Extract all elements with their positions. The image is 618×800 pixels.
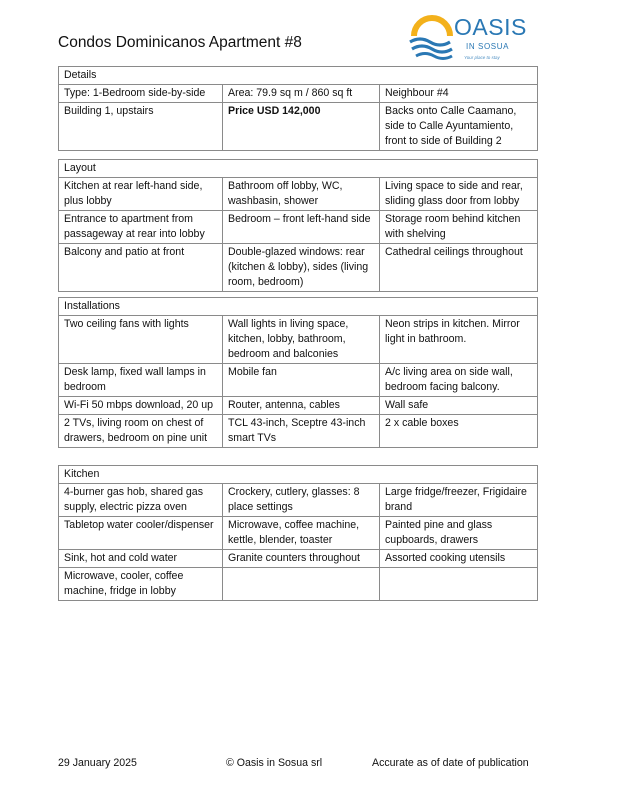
table-cell: Granite counters throughout bbox=[223, 550, 380, 568]
table-cell: Living space to side and rear, sliding glass door from lobby bbox=[380, 178, 538, 211]
price-cell: Price USD 142,000 bbox=[223, 103, 380, 151]
table-cell: Storage room behind kitchen with shelving bbox=[380, 211, 538, 244]
table-cell: Bathroom off lobby, WC, washbasin, shower bbox=[223, 178, 380, 211]
table-cell: Sink, hot and cold water bbox=[59, 550, 223, 568]
layout-header: Layout bbox=[59, 160, 538, 178]
table-row bbox=[59, 415, 538, 448]
table-cell: 4-burner gas hob, shared gas supply, electric pizza oven bbox=[59, 484, 223, 517]
table-row bbox=[59, 85, 538, 103]
table-row bbox=[59, 211, 538, 244]
table-cell: Painted pine and glass cupboards, drawers bbox=[380, 517, 538, 550]
table-cell: Balcony and patio at front bbox=[59, 244, 223, 292]
page-title: Condos Dominicanos Apartment #8 bbox=[58, 34, 302, 51]
footer-date: 29 January 2025 bbox=[58, 757, 137, 769]
table-cell: Backs onto Calle Caamano, side to Calle Ayuntamiento, front to side of Building 2 bbox=[380, 103, 538, 151]
table-cell: Area: 79.9 sq m / 860 sq ft bbox=[223, 85, 380, 103]
table-row bbox=[59, 316, 538, 364]
logo-tagline: Your place to stay bbox=[464, 55, 500, 60]
table-cell: Microwave, cooler, coffee machine, fridge in lobby bbox=[59, 568, 223, 601]
table-cell: Crockery, cutlery, glasses: 8 place settings bbox=[223, 484, 380, 517]
table-row bbox=[59, 397, 538, 415]
table-cell: Assorted cooking utensils bbox=[380, 550, 538, 568]
table-cell: Microwave, coffee machine, kettle, blender, toaster bbox=[223, 517, 380, 550]
table-cell: Entrance to apartment from passageway at rear into lobby bbox=[59, 211, 223, 244]
table-row bbox=[59, 103, 538, 151]
installations-table bbox=[58, 297, 538, 448]
table-cell: Cathedral ceilings throughout bbox=[380, 244, 538, 292]
footer-copyright: © Oasis in Sosua srl bbox=[226, 757, 323, 769]
table-cell: Tabletop water cooler/dispenser bbox=[59, 517, 223, 550]
table-cell: Wi-Fi 50 mbps download, 20 up bbox=[59, 397, 223, 415]
footer-note: Accurate as of date of publication bbox=[372, 757, 529, 769]
table-cell: Mobile fan bbox=[223, 364, 380, 397]
table-cell: A/c living area on side wall, bedroom facing balcony. bbox=[380, 364, 538, 397]
table-row bbox=[59, 484, 538, 517]
table-cell: 2 x cable boxes bbox=[380, 415, 538, 448]
table-cell: 2 TVs, living room on chest of drawers, bedroom on pine unit bbox=[59, 415, 223, 448]
table-cell: Desk lamp, fixed wall lamps in bedroom bbox=[59, 364, 223, 397]
table-row bbox=[59, 550, 538, 568]
table-cell: Neon strips in kitchen. Mirror light in bathroom. bbox=[380, 316, 538, 364]
table-cell: Double-glazed windows: rear (kitchen & lobby), sides (living room, bedroom) bbox=[223, 244, 380, 292]
table-cell bbox=[223, 568, 380, 601]
kitchen-header: Kitchen bbox=[59, 466, 538, 484]
table-cell: Type: 1-Bedroom side-by-side bbox=[59, 85, 223, 103]
table-cell: Two ceiling fans with lights bbox=[59, 316, 223, 364]
table-cell bbox=[380, 568, 538, 601]
table-cell: Wall lights in living space, kitchen, lobby, bathroom, bedroom and balconies bbox=[223, 316, 380, 364]
table-cell: Neighbour #4 bbox=[380, 85, 538, 103]
table-cell: Bedroom – front left-hand side bbox=[223, 211, 380, 244]
details-table bbox=[58, 66, 538, 151]
logo-wordmark: OASIS bbox=[454, 14, 527, 40]
table-row bbox=[59, 364, 538, 397]
logo-subtitle: IN SOSUA bbox=[466, 42, 510, 51]
table-row bbox=[59, 568, 538, 601]
layout-table bbox=[58, 159, 538, 292]
table-cell: Router, antenna, cables bbox=[223, 397, 380, 415]
details-header: Details bbox=[59, 67, 538, 85]
kitchen-table bbox=[58, 465, 538, 601]
table-cell: Building 1, upstairs bbox=[59, 103, 223, 151]
table-cell: Kitchen at rear left-hand side, plus lobby bbox=[59, 178, 223, 211]
oasis-logo bbox=[408, 12, 532, 68]
table-row bbox=[59, 244, 538, 292]
table-row bbox=[59, 178, 538, 211]
table-cell: Large fridge/freezer, Frigidaire brand bbox=[380, 484, 538, 517]
table-cell: Wall safe bbox=[380, 397, 538, 415]
table-cell: TCL 43-inch, Sceptre 43-inch smart TVs bbox=[223, 415, 380, 448]
table-row bbox=[59, 517, 538, 550]
installations-header: Installations bbox=[59, 298, 538, 316]
